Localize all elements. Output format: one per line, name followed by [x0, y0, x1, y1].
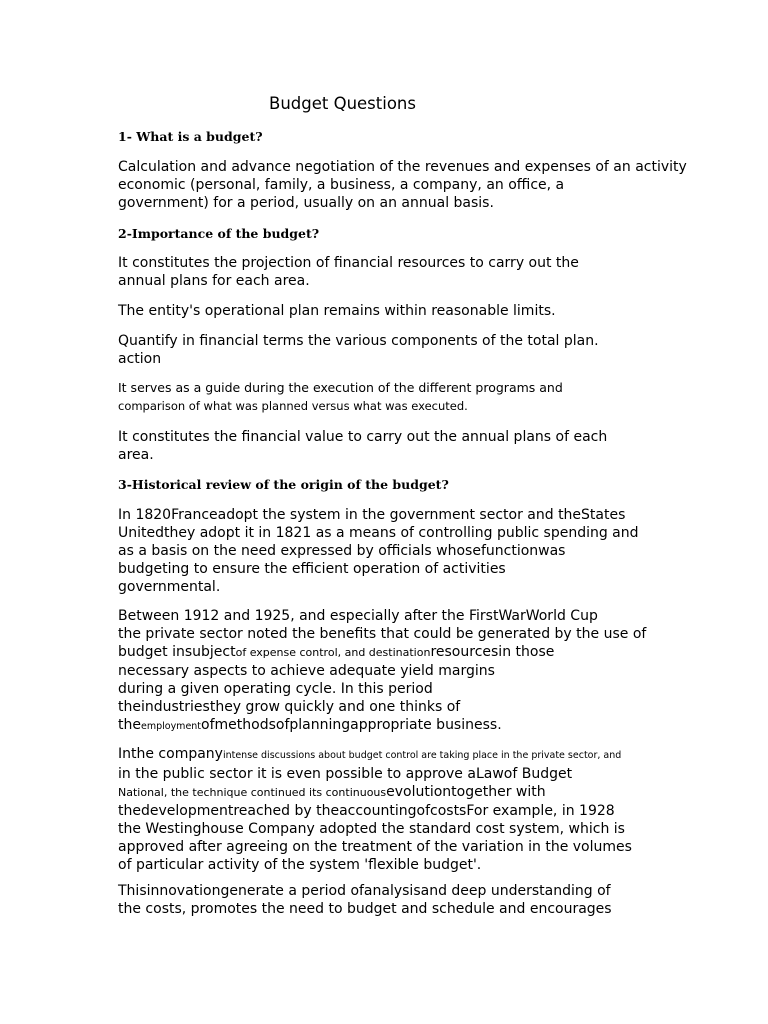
- text-line: It serves as a guide during the execution of the different programs and: [118, 380, 563, 395]
- answer-2-paragraph-4: [118, 379, 563, 415]
- text-line: the private sector noted the benefits that could be generated by the use of: [118, 626, 647, 642]
- text-line: [118, 783, 632, 802]
- answer-2-paragraph-3: [118, 332, 599, 368]
- text-line: during a given operating cycle. In this period: [118, 681, 433, 697]
- text-run: evolutiontogether with: [386, 784, 546, 800]
- text-line: action: [118, 351, 162, 367]
- text-line: Thisinnovationgenerate a period ofanalysisand deep understanding of: [118, 883, 611, 899]
- text-run: Inthe company: [118, 746, 223, 762]
- answer-3-paragraph-1: [118, 506, 639, 596]
- text-line: In 1820Franceadopt the system in the government sector and theStates: [118, 507, 626, 523]
- text-line: of particular activity of the system 'flexible budget'.: [118, 857, 482, 873]
- answer-2-paragraph-2: [118, 302, 556, 320]
- text-line: [118, 745, 632, 765]
- text-run: resourcesin those: [430, 644, 555, 660]
- text-line: annual plans for each area.: [118, 273, 310, 289]
- text-line: [118, 716, 646, 736]
- answer-3-paragraph-4: [118, 882, 612, 918]
- text-line: thedevelopmentreached by theaccountingofcostsFor example, in 1928: [118, 803, 615, 819]
- text-run: budget insubject: [118, 644, 236, 660]
- text-line: The entity's operational plan remains within reasonable limits.: [118, 303, 556, 319]
- text-line: theindustriesthey grow quickly and one thinks of: [118, 699, 461, 715]
- text-line: Quantify in financial terms the various components of the total plan.: [118, 333, 599, 349]
- text-line: the costs, promotes the need to budget and schedule and encourages: [118, 901, 612, 917]
- text-line: Unitedthey adopt it in 1821 as a means of controlling public spending and: [118, 525, 639, 541]
- text-run: National, the technique continued its continuous: [118, 786, 387, 799]
- answer-3-paragraph-3: [118, 745, 632, 874]
- text-run: ofmethodsofplanningappropriate business.: [201, 717, 502, 733]
- text-line: economic (personal, family, a business, a company, an office, a: [118, 177, 565, 193]
- question-3-heading: 3-Historical review of the origin of the budget?: [118, 477, 449, 492]
- answer-3-paragraph-2: [118, 607, 646, 736]
- text-run: employment: [140, 721, 202, 732]
- text-run: of expense control, and destination: [235, 646, 431, 659]
- text-line: governmental.: [118, 579, 221, 595]
- text-line: in the public sector it is even possible to approve aLawof Budget: [118, 766, 573, 782]
- page-title: Budget Questions: [269, 94, 416, 113]
- text-line: budgeting to ensure the efficient operation of activities: [118, 561, 506, 577]
- text-run: intense discussions about budget control are taking place in the private sector, and: [222, 750, 622, 761]
- answer-2-paragraph-5: [118, 428, 607, 464]
- text-line: Calculation and advance negotiation of the revenues and expenses of an activity: [118, 159, 687, 175]
- text-line: comparison of what was planned versus what was executed.: [118, 399, 468, 413]
- answer-1-paragraph: [118, 158, 687, 212]
- question-1-heading: 1- What is a budget?: [118, 129, 263, 144]
- text-line: [118, 643, 646, 662]
- text-line: It constitutes the projection of financial resources to carry out the: [118, 255, 579, 271]
- text-line: the Westinghouse Company adopted the standard cost system, which is: [118, 821, 625, 837]
- text-line: approved after agreeing on the treatment of the variation in the volumes: [118, 839, 632, 855]
- answer-2-paragraph-1: [118, 254, 579, 290]
- text-line: Between 1912 and 1925, and especially after the FirstWarWorld Cup: [118, 608, 598, 624]
- text-run: the: [118, 717, 141, 733]
- text-line: government) for a period, usually on an annual basis.: [118, 195, 494, 211]
- text-line: area.: [118, 447, 154, 463]
- text-line: as a basis on the need expressed by officials whosefunctionwas: [118, 543, 566, 559]
- question-2-heading: 2-Importance of the budget?: [118, 226, 320, 241]
- text-line: It constitutes the financial value to carry out the annual plans of each: [118, 429, 608, 445]
- text-line: necessary aspects to achieve adequate yield margins: [118, 663, 495, 679]
